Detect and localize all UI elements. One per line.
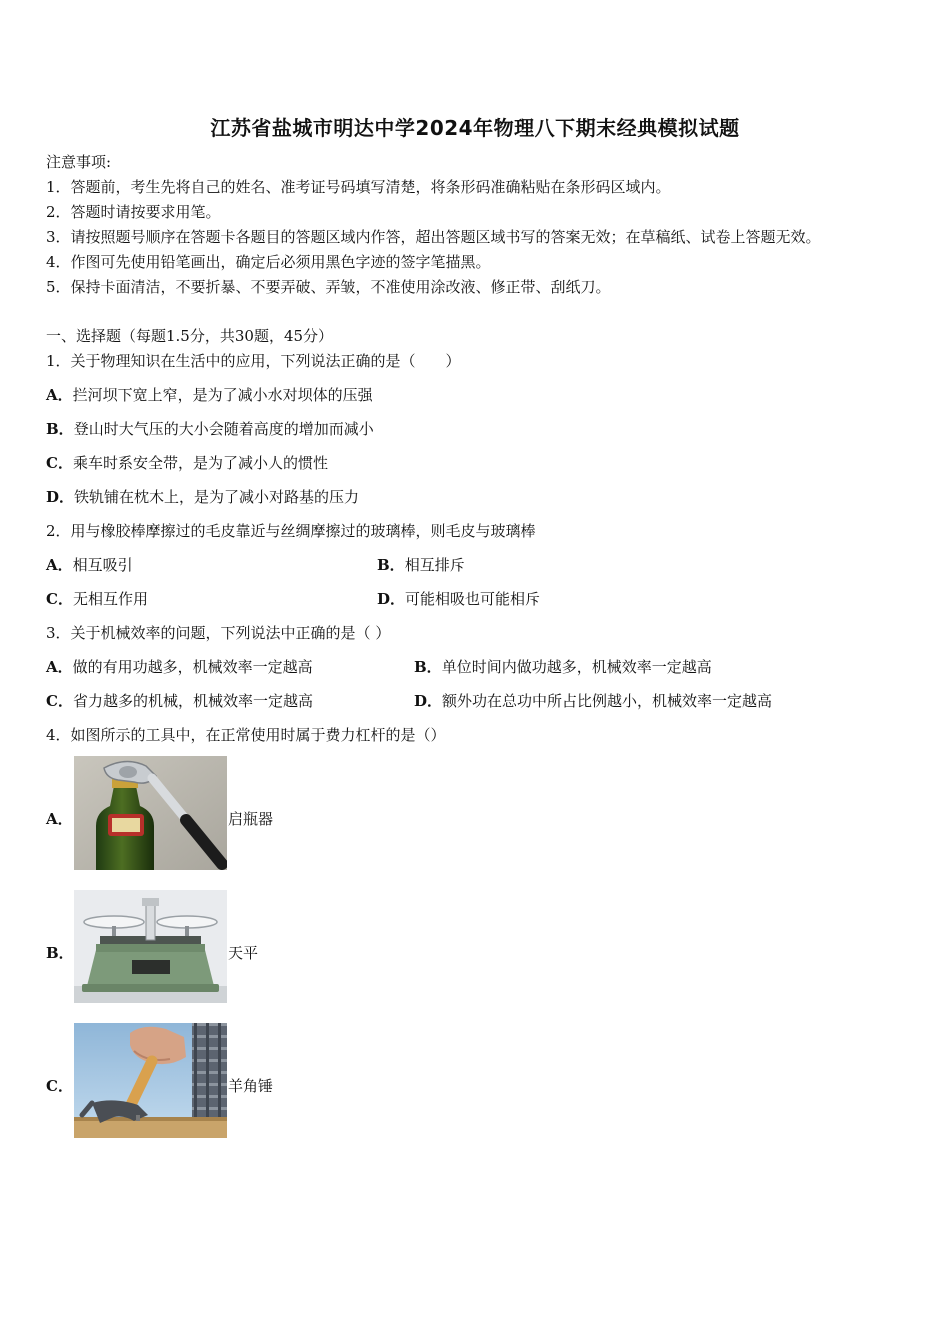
claw-hammer-image: [74, 1023, 227, 1138]
question-3-stem: 3．关于机械效率的问题，下列说法中正确的是（ ）: [46, 624, 391, 642]
option-text: 铁轨铺在枕木上，是为了减小对路基的压力: [74, 488, 360, 506]
question-4-option-a-label: A．: [46, 810, 73, 828]
option-text: 无相互作用: [72, 590, 148, 608]
balance-scale-image: [74, 890, 227, 1003]
option-text: 省力越多的机械，机械效率一定越高: [72, 692, 313, 710]
question-2-option-d: [377, 589, 540, 609]
question-3-option-d: [414, 691, 772, 711]
notice-item-5: 5．保持卡面清洁，不要折暴、不要弄破、弄皱，不准使用涂改液、修正带、刮纸刀。: [46, 278, 611, 296]
question-4-option-b-text: 天平: [228, 944, 259, 962]
option-label: B．: [46, 420, 74, 438]
option-label: C．: [46, 692, 73, 710]
option-label: C．: [46, 590, 73, 608]
claw-hammer-illustration: [74, 1023, 227, 1138]
option-text: 单位时间内做功越多，机械效率一定越高: [441, 658, 712, 676]
bottle-opener-image: [74, 756, 227, 870]
question-3-option-a: [46, 657, 313, 677]
balance-scale-illustration: [74, 890, 227, 1003]
option-label: A．: [46, 658, 73, 676]
option-label: B．: [377, 556, 405, 574]
option-text: 额外功在总功中所占比例越小，机械效率一定越高: [442, 692, 773, 710]
question-3-option-c: [46, 691, 313, 711]
question-1-stem: 1．关于物理知识在生活中的应用，下列说法正确的是（ ）: [46, 352, 461, 370]
section-heading: 一、选择题（每题1.5分，共30题，45分）: [46, 327, 334, 345]
question-4-option-b-label: B．: [46, 944, 74, 962]
notice-item-3: 3．请按照题号顺序在答题卡各题目的答题区域内作答，超出答题区域书写的答案无效；在草稿纸、试卷上答题无效。: [46, 228, 821, 246]
question-4-option-c-label: C．: [46, 1077, 73, 1095]
question-1-option-a: [46, 385, 373, 405]
question-2-option-a: [46, 555, 133, 575]
option-text: 乘车时系安全带，是为了减小人的惯性: [72, 454, 328, 472]
question-4-stem: 4．如图所示的工具中，在正常使用时属于费力杠杆的是（）: [46, 726, 446, 744]
question-4-option-a-text: 启瓶器: [228, 810, 274, 828]
option-label: D．: [377, 590, 406, 608]
notice-item-4: 4．作图可先使用铅笔画出，确定后必须用黑色字迹的签字笔描黑。: [46, 253, 491, 271]
question-2-option-b: [377, 555, 465, 575]
option-text: 可能相吸也可能相斥: [405, 590, 541, 608]
notice-heading: 注意事项:: [46, 153, 112, 171]
option-label: D．: [46, 488, 75, 506]
option-text: 相互排斥: [404, 556, 465, 574]
notice-item-2: 2．答题时请按要求用笔。: [46, 203, 221, 221]
option-label: A．: [46, 556, 73, 574]
option-text: 做的有用功越多，机械效率一定越高: [72, 658, 313, 676]
option-label: C．: [46, 454, 73, 472]
question-1-option-d: [46, 487, 359, 507]
question-4-option-c-text: 羊角锤: [228, 1077, 274, 1095]
option-text: 拦河坝下宽上窄，是为了减小水对坝体的压强: [72, 386, 373, 404]
question-1-option-c: [46, 453, 328, 473]
question-2-option-c: [46, 589, 148, 609]
exam-title: 江苏省盐城市明达中学2024年物理八下期末经典模拟试题: [210, 116, 740, 140]
option-label: D．: [414, 692, 443, 710]
option-text: 相互吸引: [72, 556, 133, 574]
question-1-option-b: [46, 419, 374, 439]
option-text: 登山时大气压的大小会随着高度的增加而减小: [73, 420, 374, 438]
option-label: B．: [414, 658, 442, 676]
question-2-stem: 2．用与橡胶棒摩擦过的毛皮靠近与丝绸摩擦过的玻璃棒，则毛皮与玻璃棒: [46, 522, 536, 540]
notice-item-1: 1．答题前，考生先将自己的姓名、准考证号码填写清楚，将条形码准确粘贴在条形码区域内。: [46, 178, 671, 196]
question-3-option-b: [414, 657, 712, 677]
option-label: A．: [46, 386, 73, 404]
bottle-opener-illustration: [74, 756, 227, 870]
